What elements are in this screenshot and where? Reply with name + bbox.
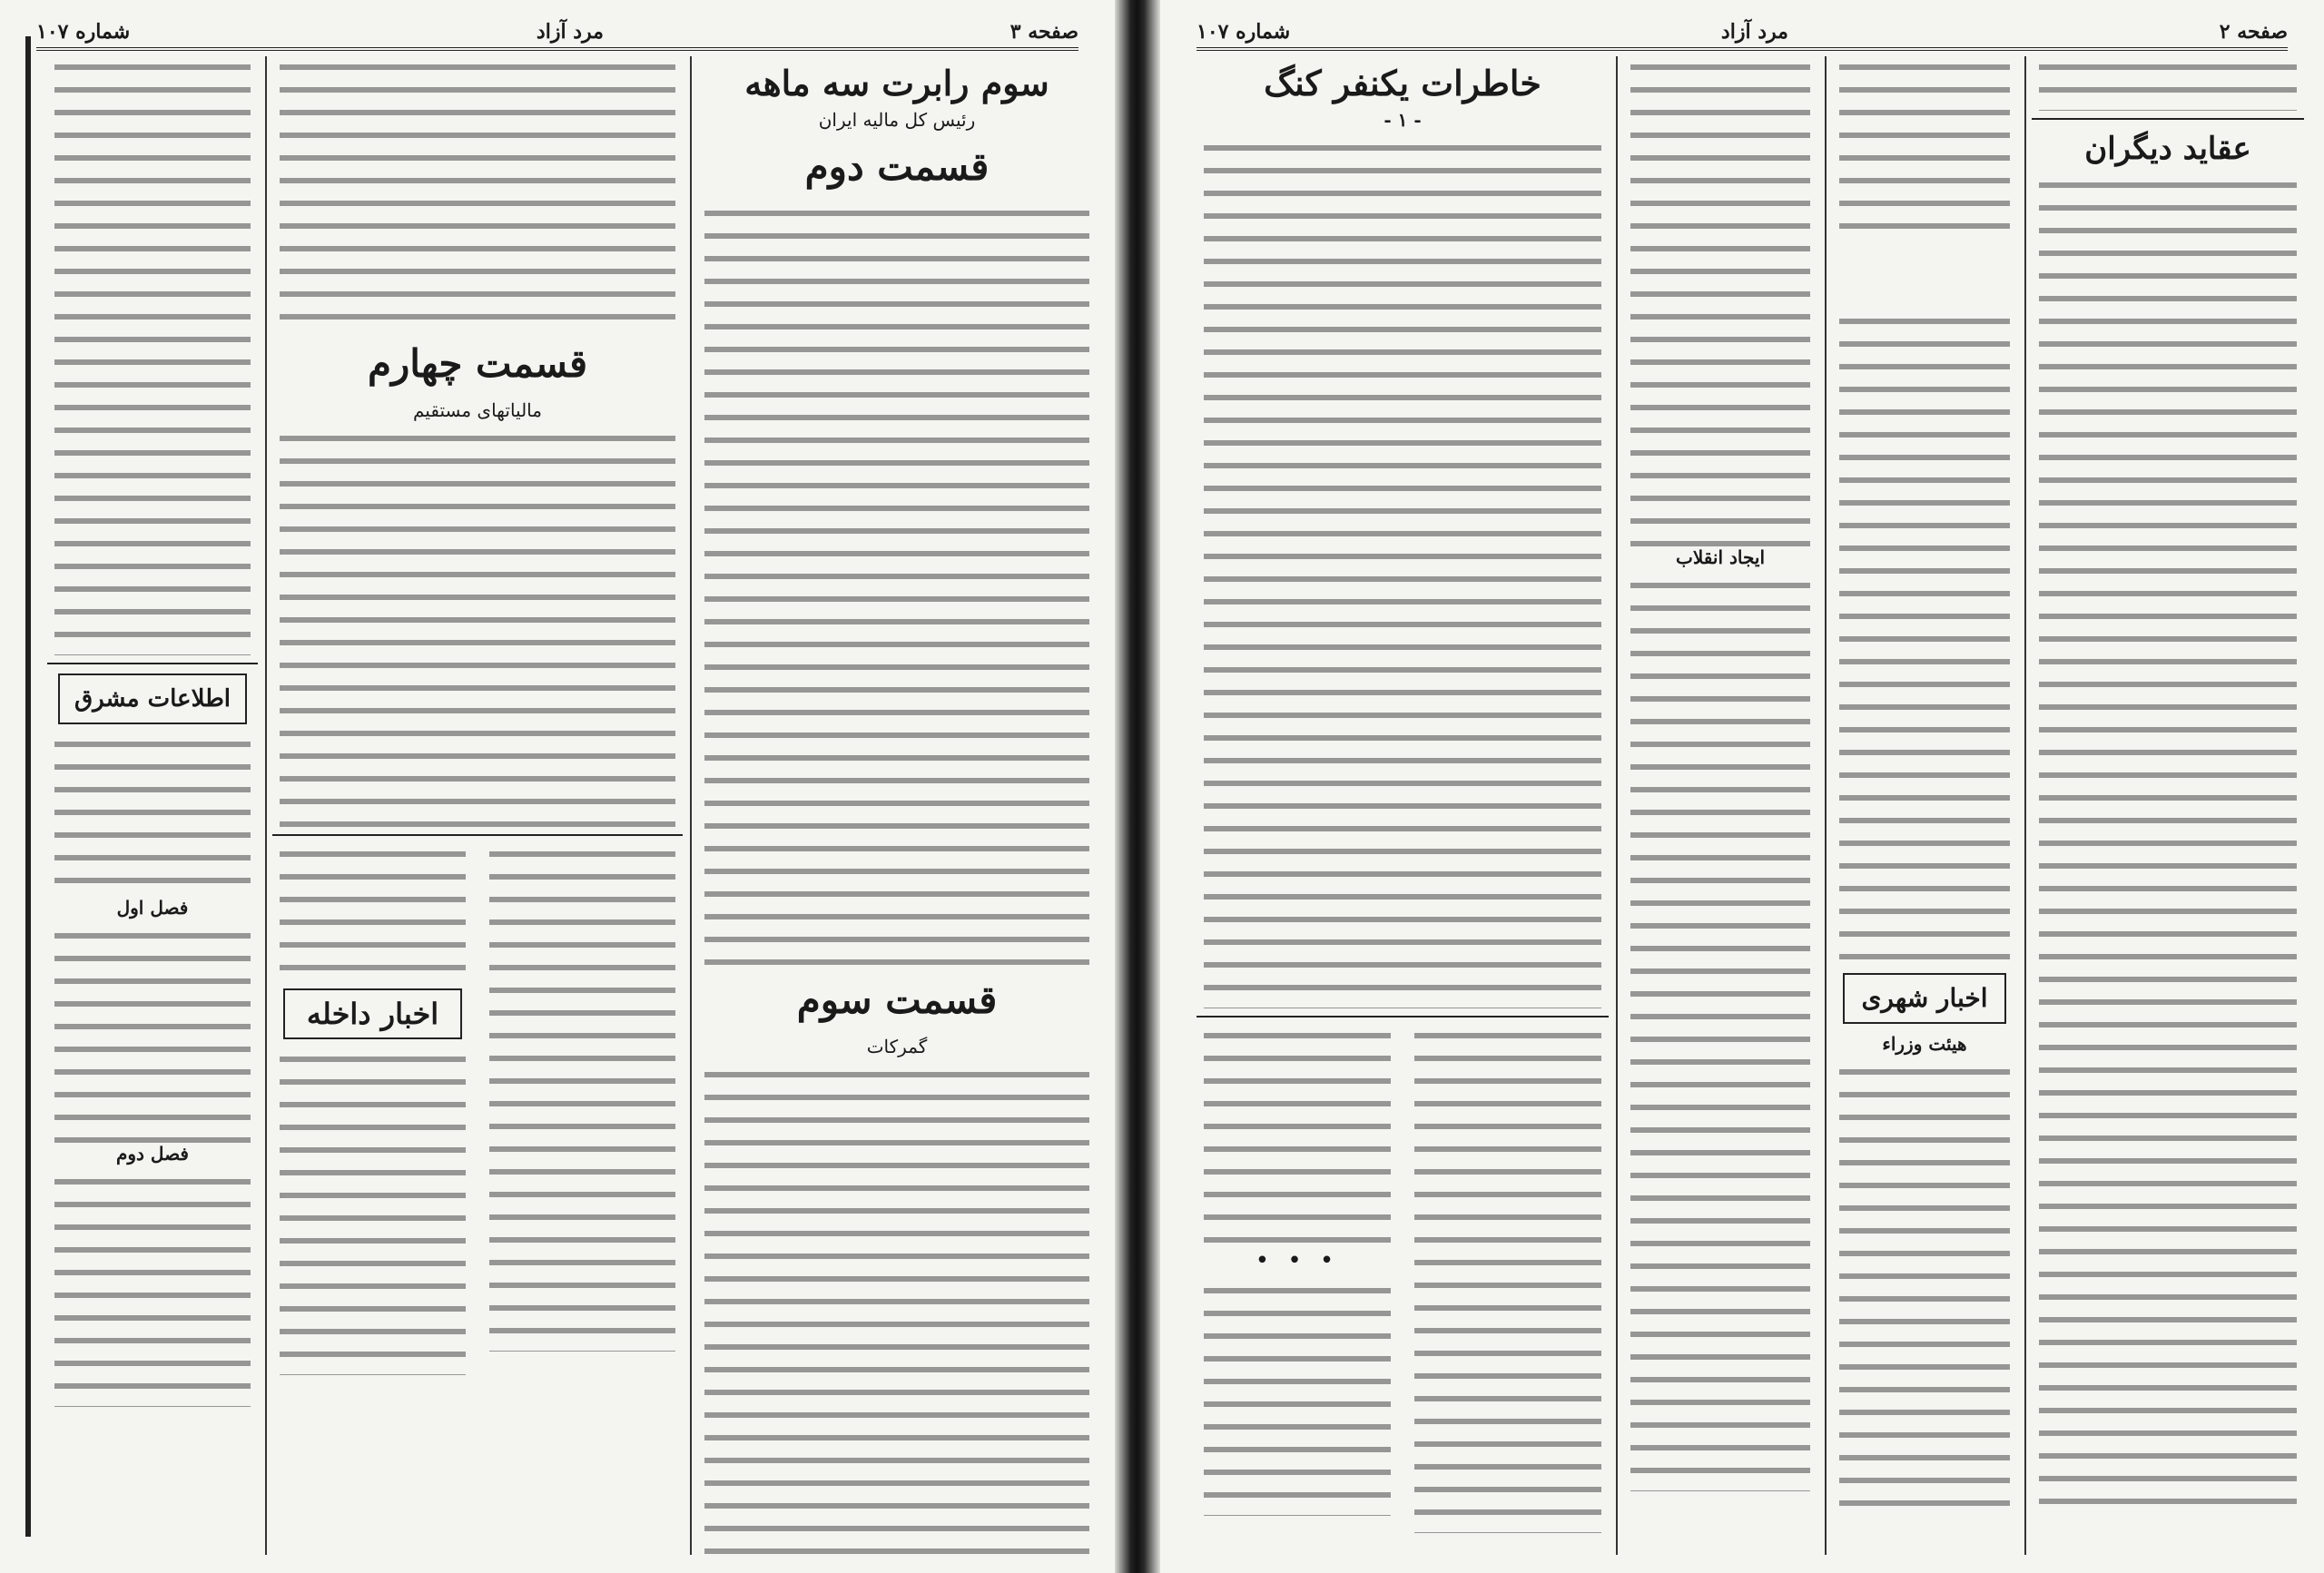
memoirs-bottom-left-top [1204,1025,1391,1243]
book-gutter [1115,0,1160,1573]
right-col-opinions [2032,56,2304,1555]
article-subtitle-report: رئیس کل مالیه ایران [818,109,976,131]
city-mid-text [1839,310,2010,964]
middle-top-body-text [280,56,675,329]
section-two-heading: قسمت دوم [804,144,990,189]
memoirs-bottom-right [1407,1025,1609,1533]
column-rule [1825,56,1827,1555]
left-running-head [36,16,1078,51]
column-rule [1616,56,1618,1555]
right-paper-name: مرد آزاد [1720,20,1788,44]
opinions-heading: عقاید دیگران [2084,131,2251,167]
ornament-dots-icon: • • • [1255,1247,1340,1274]
outer-top-body-text [54,56,251,655]
left-page-label: صفحه ۳ [1009,20,1078,44]
memoirs-body-text [1204,137,1601,1008]
third-top-text [1630,56,1810,546]
memoirs-part-number: - ۱ - [1384,109,1422,131]
east-news-text [54,733,251,897]
direct-taxes-body-text [280,428,675,827]
opinions-intro-text [2039,56,2297,111]
revolution-subheading: ایجاد انقلاب [1676,546,1765,568]
left-paper-name: مرد آزاد [536,20,604,44]
section-divider [47,663,258,664]
east-news-heading: اطلاعات مشرق [58,673,247,724]
left-newspaper-page [0,0,1115,1573]
left-issue-label: شماره ۱۰۷ [36,20,131,44]
chapter-one-heading: فصل اول [116,897,189,919]
left-col-outer [47,56,258,1555]
right-page-label: صفحه ۲ [2219,20,2288,44]
left-col-middle [272,56,683,1555]
memoirs-bottom-columns [1196,1025,1609,1533]
domestic-news-heading: اخبار داخله [283,988,462,1039]
section-three-subheading: گمرکات [866,1036,928,1057]
memoirs-bottom-right-text [1414,1025,1601,1533]
right-newspaper-page [1160,0,2324,1573]
customs-body-text [704,1064,1089,1555]
section-divider [2032,118,2304,120]
chapter-one-text [54,925,251,1143]
right-running-head [1196,16,2288,51]
section-divider [272,834,683,836]
city-news-text [1839,1061,2010,1515]
cabinet-subheading: هیئت وزراء [1882,1033,1967,1055]
left-col-main [697,56,1097,1555]
right-col-memoirs [1196,56,1609,1555]
middle-bottom-right-column [482,843,683,1375]
memoirs-bottom-left [1196,1025,1398,1533]
column-rule [690,56,692,1555]
right-col-third [1623,56,1817,1555]
opinions-body-text [2039,174,2297,1518]
city-top-text [1839,56,2010,238]
city-news-heading: اخبار شهری [1843,973,2006,1024]
column-rule [265,56,267,1555]
column-rule [2024,56,2026,1555]
chapter-two-heading: فصل دوم [116,1143,189,1165]
memoirs-title: خاطرات یکنفر کنگ [1264,63,1541,103]
right-issue-label: شماره ۱۰۷ [1196,20,1291,44]
section-divider [1196,1016,1609,1018]
section-three-heading: قسمت سوم [796,978,998,1022]
middle-bottom-right-text [489,843,675,1352]
right-col-city [1832,56,2017,1555]
middle-bottom-left-column [272,843,473,1375]
section-four-subheading: مالیاتهای مستقیم [413,399,542,421]
domestic-news-text [280,1048,466,1375]
article-title-report: سوم رابرت سه ماهه [744,63,1049,103]
chapter-two-text [54,1171,251,1407]
memoirs-bottom-left-text [1204,1280,1391,1516]
third-body-text [1630,575,1810,1491]
middle-bottom-columns [272,843,683,1375]
middle-bottom-left-text [280,843,466,979]
report-body-text [704,202,1089,965]
section-four-heading: قسمت چهارم [367,341,588,386]
page-edge-rule [25,36,31,1537]
